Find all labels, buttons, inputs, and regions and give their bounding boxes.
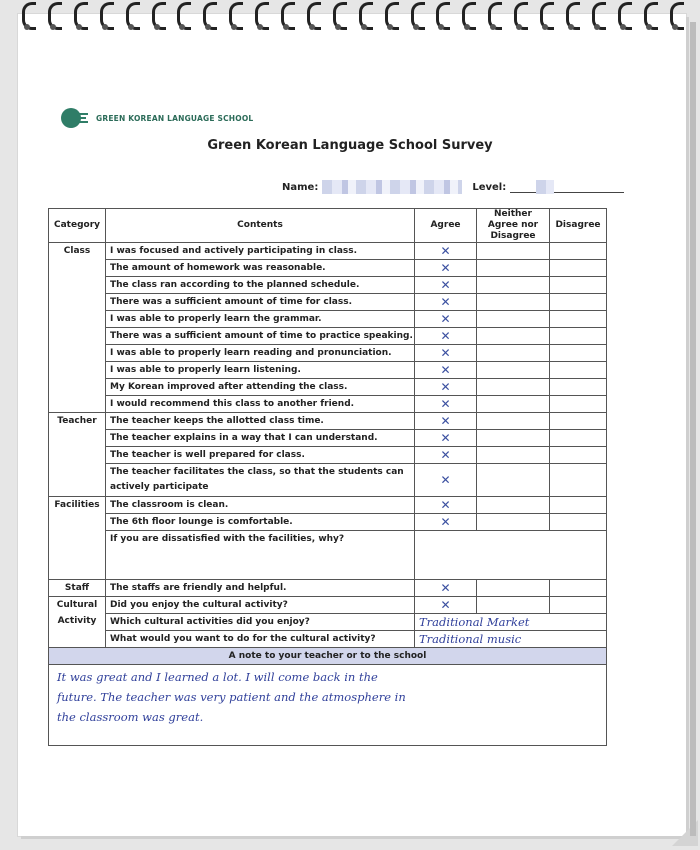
table-row — [49, 614, 607, 631]
note-line: It was great and I learned a lot. I will come back in the — [57, 670, 378, 684]
note-line: the classroom was great. — [57, 710, 204, 724]
binding-ring — [514, 2, 526, 30]
table-row — [49, 328, 607, 345]
disagree-cell[interactable] — [550, 396, 607, 413]
header-contents: Contents — [106, 209, 415, 243]
survey-item: The teacher explains in a way that I can understand. — [106, 430, 415, 447]
ring-hole — [646, 24, 652, 30]
table-row — [49, 447, 607, 464]
binding-ring — [540, 2, 552, 30]
neither-cell[interactable] — [477, 396, 550, 413]
neither-cell[interactable] — [477, 497, 550, 514]
neither-cell[interactable] — [477, 260, 550, 277]
binding-ring — [359, 2, 371, 30]
level-field-redacted[interactable] — [536, 180, 554, 194]
agree-cell[interactable]: ✕ — [415, 497, 477, 514]
survey-item: The teacher keeps the allotted class time. — [106, 413, 415, 430]
agree-cell[interactable]: ✕ — [415, 277, 477, 294]
survey-item: The teacher is well prepared for class. — [106, 447, 415, 464]
agree-cell[interactable]: ✕ — [415, 260, 477, 277]
binding-ring — [566, 2, 578, 30]
level-line — [510, 182, 536, 193]
binding-ring — [307, 2, 319, 30]
ring-hole — [24, 24, 30, 30]
ring-hole — [542, 24, 548, 30]
table-row — [49, 580, 607, 597]
table-row — [49, 277, 607, 294]
survey-item: The teacher facilitates the class, so that the students can actively participate — [106, 464, 415, 497]
neither-cell[interactable] — [477, 430, 550, 447]
disagree-cell[interactable] — [550, 430, 607, 447]
binding-ring — [48, 2, 60, 30]
survey-item: The classroom is clean. — [106, 497, 415, 514]
category-teacher: Teacher — [49, 413, 106, 497]
neither-cell[interactable] — [477, 447, 550, 464]
neither-cell[interactable] — [477, 243, 550, 260]
survey-item: Did you enjoy the cultural activity? — [106, 597, 415, 614]
ring-hole — [387, 24, 393, 30]
neither-cell[interactable] — [477, 345, 550, 362]
disagree-cell[interactable] — [550, 447, 607, 464]
neither-cell[interactable] — [477, 362, 550, 379]
survey-item: My Korean improved after attending the class. — [106, 379, 415, 396]
name-field-redacted[interactable] — [322, 180, 462, 194]
ring-hole — [283, 24, 289, 30]
header-category: Category — [49, 209, 106, 243]
agree-cell[interactable]: ✕ — [415, 447, 477, 464]
category-staff: Staff — [49, 580, 106, 597]
agree-cell[interactable]: ✕ — [415, 294, 477, 311]
cultural-which-answer[interactable]: Traditional Market — [415, 614, 607, 631]
binding-ring — [100, 2, 112, 30]
cultural-which-question: Which cultural activities did you enjoy? — [106, 614, 415, 631]
table-row — [49, 597, 607, 614]
page-curl — [672, 820, 698, 846]
table-row — [49, 294, 607, 311]
agree-cell[interactable]: ✕ — [415, 597, 477, 614]
binding-ring — [22, 2, 34, 30]
facilities-why-question: If you are dissatisfied with the facilities, why? — [106, 531, 415, 580]
disagree-cell[interactable] — [550, 597, 607, 614]
binding-ring — [592, 2, 604, 30]
agree-cell[interactable]: ✕ — [415, 243, 477, 260]
survey-item: The 6th floor lounge is comfortable. — [106, 514, 415, 531]
survey-item: The staffs are friendly and helpful. — [106, 580, 415, 597]
agree-cell[interactable]: ✕ — [415, 328, 477, 345]
table-row — [49, 430, 607, 447]
survey-item: There was a sufficient amount of time for class. — [106, 294, 415, 311]
disagree-cell[interactable] — [550, 260, 607, 277]
neither-cell[interactable] — [477, 580, 550, 597]
binding-ring — [177, 2, 189, 30]
note-line: future. The teacher was very patient and the atmosphere in — [57, 690, 406, 704]
disagree-cell[interactable] — [550, 497, 607, 514]
binding-ring — [411, 2, 423, 30]
cultural-want-answer[interactable]: Traditional music — [415, 631, 607, 648]
agree-cell[interactable]: ✕ — [415, 311, 477, 328]
note-body[interactable] — [49, 665, 607, 746]
neither-cell[interactable] — [477, 294, 550, 311]
ring-hole — [594, 24, 600, 30]
school-logo — [60, 106, 253, 130]
binding-ring — [670, 2, 682, 30]
disagree-cell[interactable] — [550, 311, 607, 328]
spiral-binding — [22, 0, 682, 34]
binding-ring — [385, 2, 397, 30]
binding-ring — [644, 2, 656, 30]
binding-ring — [618, 2, 630, 30]
note-header: A note to your teacher or to the school — [49, 648, 607, 665]
table-row — [49, 311, 607, 328]
disagree-cell[interactable] — [550, 514, 607, 531]
level-label: Level: — [472, 181, 507, 193]
header-agree: Agree — [415, 209, 477, 243]
ring-hole — [128, 24, 134, 30]
binding-ring — [203, 2, 215, 30]
ring-hole — [76, 24, 82, 30]
school-name: GREEN KOREAN LANGUAGE SCHOOL — [96, 113, 254, 123]
table-row — [49, 413, 607, 430]
ring-hole — [568, 24, 574, 30]
binding-ring — [436, 2, 448, 30]
table-row — [49, 514, 607, 531]
disagree-cell[interactable] — [550, 580, 607, 597]
table-row — [49, 243, 607, 260]
disagree-cell[interactable] — [550, 277, 607, 294]
table-row — [49, 362, 607, 379]
binding-ring — [255, 2, 267, 30]
cultural-want-question: What would you want to do for the cultural activity? — [106, 631, 415, 648]
table-row — [49, 497, 607, 514]
ring-hole — [335, 24, 341, 30]
agree-cell[interactable]: ✕ — [415, 580, 477, 597]
neither-cell[interactable] — [477, 277, 550, 294]
neither-cell[interactable] — [477, 464, 550, 497]
survey-table — [48, 208, 607, 746]
ring-hole — [361, 24, 367, 30]
page-title: Green Korean Language School Survey — [207, 138, 493, 153]
disagree-cell[interactable] — [550, 328, 607, 345]
ring-hole — [309, 24, 315, 30]
note-header-row — [49, 648, 607, 665]
survey-item: I would recommend this class to another friend. — [106, 396, 415, 413]
disagree-cell[interactable] — [550, 379, 607, 396]
note-body-row — [49, 665, 607, 746]
survey-item: The amount of homework was reasonable. — [106, 260, 415, 277]
header-disagree: Disagree — [550, 209, 607, 243]
binding-ring — [229, 2, 241, 30]
survey-item: I was focused and actively participating in class. — [106, 243, 415, 260]
binding-ring — [152, 2, 164, 30]
leaf-logo-icon — [60, 106, 90, 130]
table-row — [49, 379, 607, 396]
table-row — [49, 396, 607, 413]
ring-hole — [102, 24, 108, 30]
binding-ring — [74, 2, 86, 30]
ring-hole — [672, 24, 678, 30]
category-class: Class — [49, 243, 106, 413]
neither-cell[interactable] — [477, 597, 550, 614]
table-row — [49, 631, 607, 648]
neither-cell[interactable] — [477, 311, 550, 328]
neither-cell[interactable] — [477, 413, 550, 430]
survey-item: The class ran according to the planned schedule. — [106, 277, 415, 294]
ring-hole — [413, 24, 419, 30]
disagree-cell[interactable] — [550, 294, 607, 311]
name-label: Name: — [282, 181, 319, 193]
table-row — [49, 345, 607, 362]
neither-cell[interactable] — [477, 514, 550, 531]
ring-hole — [154, 24, 160, 30]
level-line-end — [554, 182, 624, 193]
neither-cell[interactable] — [477, 379, 550, 396]
agree-cell[interactable]: ✕ — [415, 362, 477, 379]
agree-cell[interactable]: ✕ — [415, 379, 477, 396]
agree-cell[interactable]: ✕ — [415, 345, 477, 362]
category-facilities: Facilities — [49, 497, 106, 580]
table-row — [49, 531, 607, 580]
disagree-cell[interactable] — [550, 362, 607, 379]
disagree-cell[interactable] — [550, 345, 607, 362]
disagree-cell[interactable] — [550, 464, 607, 497]
ring-hole — [50, 24, 56, 30]
category-cultural: Cultural Activity — [49, 597, 106, 648]
neither-cell[interactable] — [477, 328, 550, 345]
survey-item: I was able to properly learn the grammar. — [106, 311, 415, 328]
table-header-row — [49, 209, 607, 243]
disagree-cell[interactable] — [550, 413, 607, 430]
agree-cell[interactable]: ✕ — [415, 396, 477, 413]
survey-item: I was able to properly learn reading and pronunciation. — [106, 345, 415, 362]
facilities-why-answer[interactable] — [415, 531, 607, 580]
survey-item: I was able to properly learn listening. — [106, 362, 415, 379]
binding-ring — [333, 2, 345, 30]
binding-ring — [281, 2, 293, 30]
binding-ring — [462, 2, 474, 30]
ring-hole — [620, 24, 626, 30]
binding-ring — [488, 2, 500, 30]
agree-cell[interactable]: ✕ — [415, 514, 477, 531]
binding-ring — [126, 2, 138, 30]
header-neither: Neither Agree nor Disagree — [477, 209, 550, 243]
agree-cell[interactable]: ✕ — [415, 430, 477, 447]
agree-cell[interactable]: ✕ — [415, 464, 477, 497]
table-row — [49, 464, 607, 497]
survey-item: There was a sufficient amount of time to practice speaking. — [106, 328, 415, 345]
agree-cell[interactable]: ✕ — [415, 413, 477, 430]
name-level-row — [282, 180, 624, 194]
table-row — [49, 260, 607, 277]
disagree-cell[interactable] — [550, 243, 607, 260]
